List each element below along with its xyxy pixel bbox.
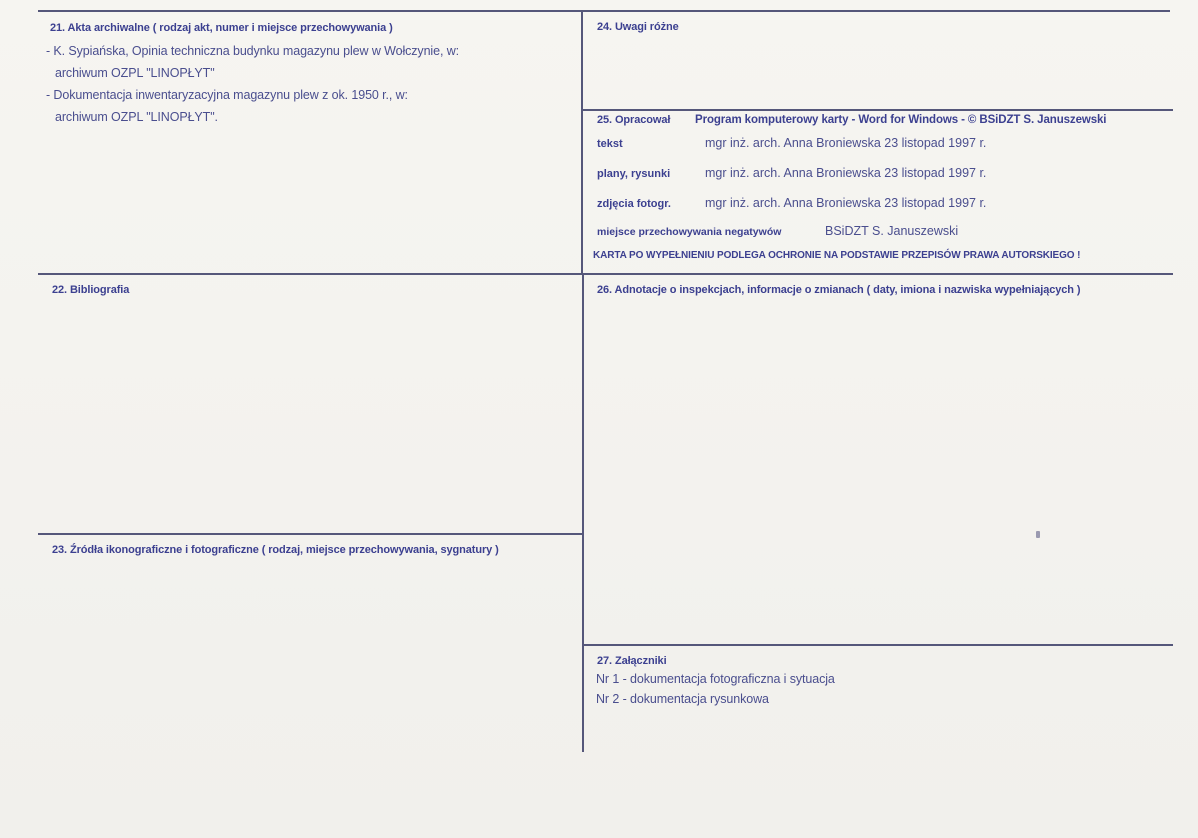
divider-24-25 [581,109,1173,111]
section-26 [597,284,1080,296]
section-27-title: 27. Załączniki [597,655,667,667]
section-24 [597,21,679,33]
section-21-line-4: archiwum OZPL "LINOPŁYT". [55,110,218,124]
section-23-title: 23. Źródła ikonograficzne i fotograficzne ( rodzaj, miejsce przechowywania, sygnatury ) [52,544,499,556]
section-27-line-2: Nr 2 - dokumentacja rysunkowa [596,692,769,706]
zdjecia-value: mgr inż. arch. Anna Broniewska 23 listopad 1997 r. [705,196,987,210]
tekst-label: tekst [597,138,623,150]
divider-22-23 [38,533,583,535]
plany-value: mgr inż. arch. Anna Broniewska 23 listopad 1997 r. [705,166,987,180]
section-27 [597,655,835,706]
tekst-value: mgr inż. arch. Anna Broniewska 23 listopad 1997 r. [705,136,987,150]
copyright-notice: KARTA PO WYPEŁNIENIU PODLEGA OCHRONIE NA PODSTAWIE PRZEPISÓW PRAWA AUTORSKIEGO ! [593,250,1081,261]
section-22 [52,284,129,296]
divider-21-22 [38,273,1173,275]
section-21-line-3: - Dokumentacja inwentaryzacyjna magazynu plew z ok. 1950 r., w: [46,88,408,102]
section-24-title: 24. Uwagi różne [597,21,679,33]
zdjecia-label: zdjęcia fotogr. [597,198,671,210]
plany-label: plany, rysunki [597,168,671,180]
section-25-title: 25. Opracował [597,114,671,126]
top-border [38,10,1170,12]
center-divider-lower [582,274,584,752]
section-25-program: Program komputerowy karty - Word for Windows - © BSiDZT S. Januszewski [695,114,1107,126]
section-21-line-2: archiwum OZPL "LINOPŁYT" [55,66,215,80]
section-21 [46,22,575,124]
section-27-line-1: Nr 1 - dokumentacja fotograficzna i sytuacja [596,672,835,686]
miejsce-label: miejsce przechowywania negatywów [597,226,782,238]
section-23 [52,544,499,556]
section-21-line-1: - K. Sypiańska, Opinia techniczna budynku magazynu plew w Wołczynie, w: [46,44,460,58]
section-26-title: 26. Adnotacje o inspekcjach, informacje o zmianach ( daty, imiona i nazwiska wypełniających ) [597,284,1081,296]
paper-speck [1036,531,1040,538]
section-25 [593,114,1167,261]
divider-26-27 [582,644,1173,646]
center-divider-upper [581,10,583,274]
section-21-title: 21. Akta archiwalne ( rodzaj akt, numer i miejsce przechowywania ) [50,22,393,34]
miejsce-value: BSiDZT S. Januszewski [825,224,959,238]
section-22-title: 22. Bibliografia [52,284,130,296]
